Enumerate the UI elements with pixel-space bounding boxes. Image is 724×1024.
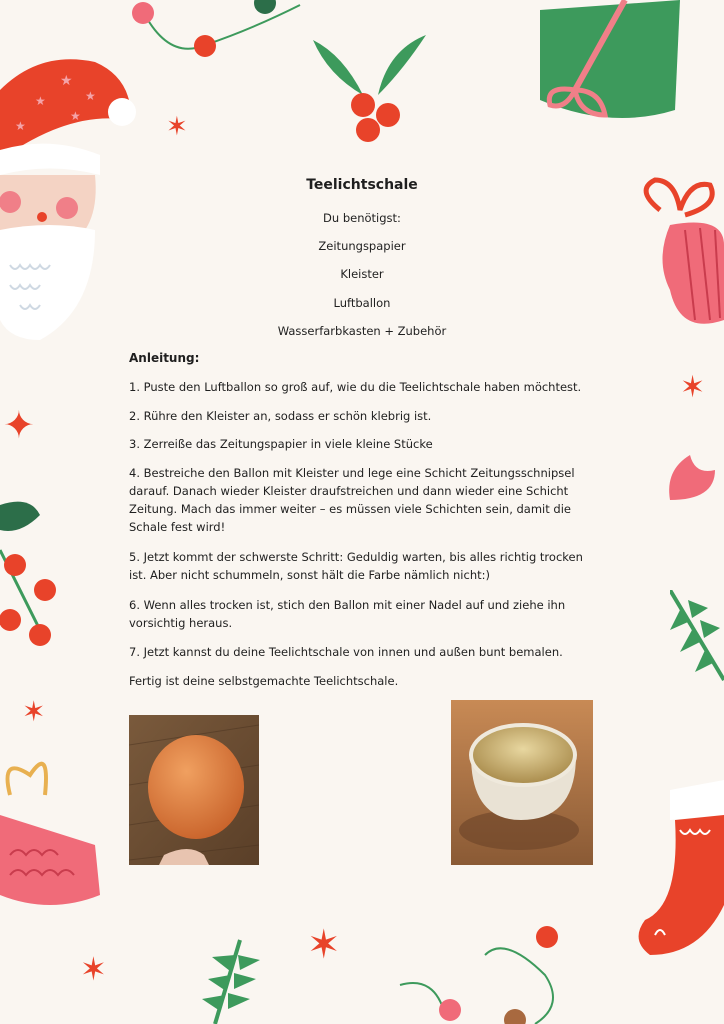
pink-star-icon: ✶ — [80, 950, 107, 988]
instruction-step: 4. Bestreiche den Ballon mit Kleister und lege eine Schicht Zeitungsschnipsel darauf. Danach wieder Kleister draufstreichen und dann wieder eine Schicht Zeitung. Mach das immer weiter – es müssen viele Schichten sein, damit die Schale fest wird! — [129, 466, 575, 534]
svg-text:★: ★ — [15, 119, 26, 133]
material-item: Luftballon — [333, 296, 391, 310]
instruction-step: 2. Rühre den Kleister an, sodass er schön klebrig ist. — [129, 409, 432, 423]
red-star-icon: ✶ — [680, 370, 706, 405]
material-item: Kleister — [340, 267, 384, 281]
instruction-step: 1. Puste den Luftballon so groß auf, wie du die Teelichtschale haben möchtest. — [129, 380, 582, 394]
instructions-heading: Anleitung: — [129, 351, 200, 365]
closing-line: Fertig ist deine selbstgemachte Teelichtschale. — [129, 674, 399, 688]
svg-text:★: ★ — [60, 73, 73, 89]
instruction-step: 7. Jetzt kannst du deine Teelichtschale von innen und außen bunt bemalen. — [129, 645, 563, 659]
materials-intro: Du benötigst: — [323, 211, 401, 225]
berry-garland-illustration — [395, 915, 595, 1024]
svg-text:★: ★ — [70, 109, 81, 123]
berry-garland-illustration — [130, 0, 310, 60]
stocking-illustration — [630, 775, 724, 960]
material-item: Zeitungspapier — [318, 239, 406, 253]
pine-branch-illustration — [190, 935, 270, 1024]
gift-box-illustration — [0, 745, 105, 910]
page-title: Teelichtschale — [306, 177, 418, 193]
material-item: Wasserfarbkasten + Zubehör — [277, 324, 447, 338]
instruction-step: 6. Wenn alles trocken ist, stich den Ballon mit einer Nadel auf und ziehe ihn vorsichtig heraus. — [129, 598, 566, 630]
bowl-photo — [451, 700, 593, 865]
balloon-photo — [129, 715, 259, 865]
leaf-illustration — [665, 445, 720, 510]
red-star-icon: ✶ — [22, 695, 46, 728]
svg-text:★: ★ — [35, 94, 46, 108]
pine-branch-illustration — [670, 590, 724, 690]
instruction-step: 5. Jetzt kommt der schwerste Schritt: Geduldig warten, bis alles richtig trocken ist. Aber nicht schummeln, sonst hält die Farbe nämlich nicht:) — [129, 550, 583, 582]
instruction-step: 3. Zerreiße das Zeitungspapier in viele kleine Stücke — [129, 437, 433, 451]
pink-star-icon: ✦ — [3, 403, 35, 447]
red-star-icon: ✶ — [307, 922, 341, 968]
svg-text:★: ★ — [85, 89, 96, 103]
red-star-icon: ✶ — [166, 112, 188, 142]
gift-box-illustration — [530, 0, 690, 135]
holly-berries-illustration — [308, 30, 433, 150]
berry-branch-illustration — [0, 490, 70, 660]
